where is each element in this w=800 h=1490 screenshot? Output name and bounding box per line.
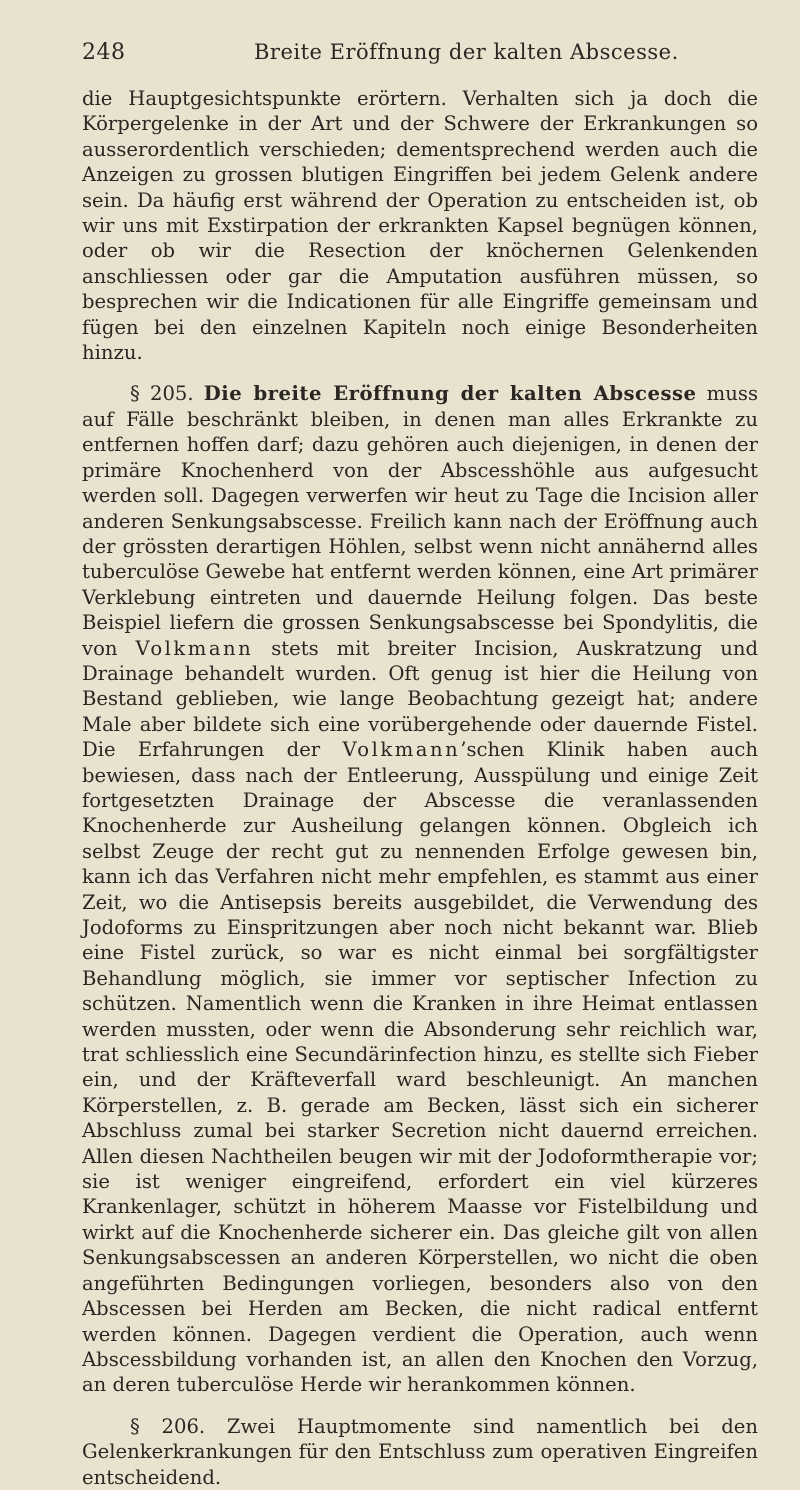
- paragraph-section-205: [82, 381, 758, 1397]
- paragraph-text: muss auf Fälle beschränkt bleiben, in denen man alles Erkrankte zu entfernen hoffen darf; dazu gehören auch diejenigen, in denen der primäre Knochenherd von der Abscesshöhle aus aufgesucht werden soll. Dagegen verwerfen wir heut zu Tage die Incision aller anderen Senkungsabscesse. Freilich kann nach der Eröffnung auch der grössten derartigen Höhlen, selbst wenn nicht annähernd alles tuberculöse Gewebe hat entfernt werden können, eine Art primärer Verklebung eintreten und dauernde Heilung folgen. Das beste Beispiel liefern die grossen Senkungsabscesse bei Spondylitis, die von: [82, 382, 758, 660]
- paragraph-text: stets mit breiter Incision, Auskratzung und Drainage behandelt wurden. Oft genug ist hier die Heilung von Bestand geblieben, wie lange Beobachtung gezeigt hat; andere Male aber bildete sich eine vorübergehende oder dauernde Fistel. Die Erfahrungen der: [82, 636, 758, 762]
- page-number: 248: [82, 40, 126, 65]
- section-heading: Die breite Eröffnung der kalten Abscesse: [203, 382, 697, 406]
- section-number: § 205.: [130, 382, 194, 406]
- body-text: [82, 86, 758, 1490]
- paragraph-continuation: die Hauptgesichtspunkte erörtern. Verhalten sich ja doch die Körpergelenke in der Art und der Schwere der Erkrankungen so ausserordentlich verschieden; dementsprechend werden auch die Anzeigen zu grossen blutigen Eingriffen bei jedem Gelenk andere sein. Da häufig erst während der Operation zu entscheiden ist, ob wir uns mit Exstirpation der erkrankten Kapsel begnügen können, oder ob wir die Resection der knöchernen Gelenkenden anschliessen oder gar die Amputation ausführen müssen, so besprechen wir die Indicationen für alle Eingriffe gemeinsam und fügen bei den einzelnen Kapiteln noch einige Besonderheiten hinzu.: [82, 87, 758, 365]
- author-name: Volkmann: [342, 738, 461, 762]
- running-title: Breite Eröffnung der kalten Abscesse.: [254, 40, 679, 64]
- paragraph-text: ’schen Klinik haben auch bewiesen, dass nach der Entleerung, Ausspülung und einige Zeit fortgesetzten Drainage der Abscesse die veranlassenden Knochenherde zur Ausheilung gelangen können. Obgleich ich selbst Zeuge der recht gut zu nennenden Erfolge gewesen bin, kann ich das Verfahren nicht mehr empfehlen, es stammt aus einer Zeit, wo die Antisepsis bereits ausgebildet, die Verwendung des Jodoforms zu Einspritzungen aber noch nicht bekannt war. Blieb eine Fistel zurück, so war es nicht einmal bei sorgfältigster Behandlung möglich, sie immer vor septischer Infection zu schützen. Namentlich wenn die Kranken in ihre Heimat entlassen werden mussten, oder wenn die Absonderung sehr reichlich war, trat schliesslich eine Secundärinfection hinzu, es stellte sich Fieber ein, und der Kräfteverfall ward beschleunigt. An manchen Körperstellen, z. B. gerade am Becken, lässt sich ein sicherer Abschluss zumal bei starker Secretion nicht dauernd erreichen. Allen diesen Nachtheilen beugen wir mit der Jodoformtherapie vor; sie ist weniger eingreifend, erfordert ein viel kürzeres Krankenlager, schützt in höherem Maasse vor Fistelbildung und wirkt auf die Knochenherde sicherer ein. Das gleiche gilt von allen Senkungsabscessen an anderen Körperstellen, wo nicht die oben angeführten Bedingungen vorliegen, besonders also von den Abscessen bei Herden am Becken, die nicht radical entfernt werden können. Dagegen verdient die Operation, auch wenn Abscessbildung vorhanden ist, an allen den Knochen den Vorzug, an deren tuberculöse Herde wir herankommen können.: [82, 738, 758, 1397]
- running-head: [82, 40, 758, 84]
- paragraph-section-206: § 206. Zwei Hauptmomente sind namentlich bei den Gelenkerkrankungen für den Entschluss zum operativen Eingreifen entscheidend.: [82, 1414, 758, 1489]
- author-name: Volkmann: [135, 636, 254, 660]
